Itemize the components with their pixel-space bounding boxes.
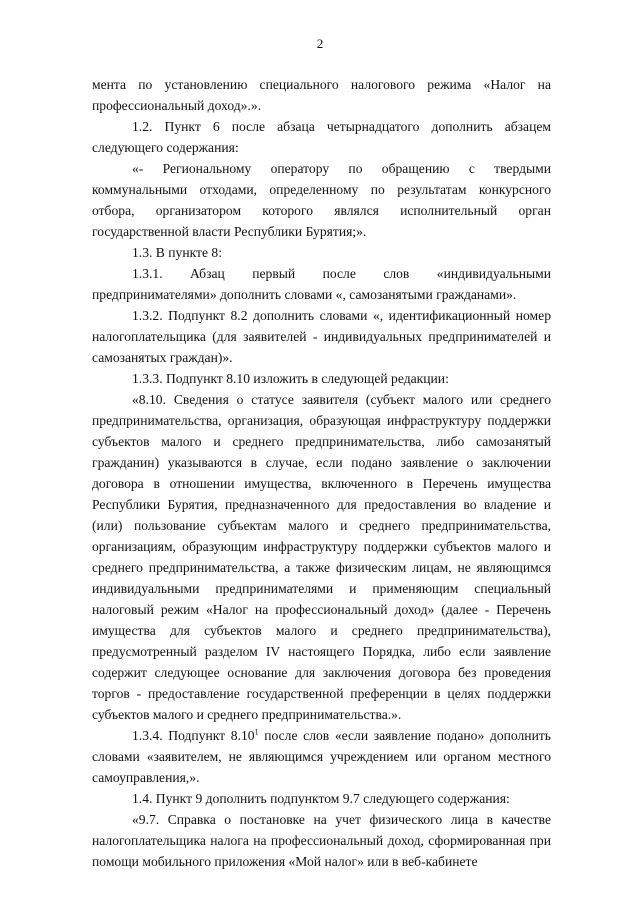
superscript-marker: 1 [254, 727, 259, 737]
paragraph-1-3-4-end: после слов «если заявление подано» дополнить словами «заявителем, не являющимся учреждением или органом местного самоуправления,». [92, 728, 551, 785]
paragraph-8-10-quote: «8.10. Сведения о статусе заявителя (субъект малого или среднего предпринимательства, организация, образующая инфраструктуру поддержки субъектов малого и среднего предпринимательства, либо самозанятый гражданин) указываются в случае, если подано заявление о заключении договора в отношении имущества, включенного в Перечень имущества Республики Бурятия, предназначенного для предоставления во владение и (или) пользование субъектам малого и среднего предпринимательства, организациям, образующим инфраструктуру поддержки субъектов малого и среднего предпринимательства, а также физическим лицам, не являющимся индивидуальными предпринимателями и применяющим специальный налоговый режим «Налог на профессиональный доход» (далее - Перечень имущества для субъектов малого и среднего предпринимательства), предусмотренный разделом IV настоящего Порядка, либо если заявление содержит следующее основание для заключения договора без проведения торгов - предоставление государственной преференции в целях поддержки субъектов малого и среднего предпринимательства.». [92, 392, 551, 722]
paragraph-1-2-quote: «- Региональному оператору по обращению с твердыми коммунальными отходами, определенному по результатам конкурсного отбора, организатором которого являлся исполнительный орган государственной власти Республики Бурятия;». [92, 161, 551, 239]
paragraph-1-3-1: 1.3.1. Абзац первый после слов «индивидуальными предпринимателями» дополнить словами «, самозанятыми гражданами». [92, 266, 551, 302]
paragraph-1-2: 1.2. Пункт 6 после абзаца четырнадцатого дополнить абзацем следующего содержания: [92, 119, 551, 155]
paragraph-1-4: 1.4. Пункт 9 дополнить подпунктом 9.7 следующего содержания: [132, 791, 510, 806]
paragraph-1-3-2: 1.3.2. Подпункт 8.2 дополнить словами «, идентификационный номер налогоплательщика (для заявителей - индивидуальных предпринимателей и самозанятых граждан)». [92, 308, 551, 365]
paragraph-1-3: 1.3. В пункте 8: [132, 245, 222, 260]
paragraph-1-3-3: 1.3.3. Подпункт 8.10 изложить в следующей редакции: [132, 371, 449, 386]
paragraph-1-3-4 [92, 725, 551, 788]
paragraph-1-3-4-start: 1.3.4. Подпункт 8.10 [132, 728, 255, 743]
paragraph-9-7-quote: «9.7. Справка о постановке на учет физического лица в качестве налогоплательщика налога на профессиональный доход, сформированная при помощи мобильного приложения «Мой налог» или в веб-кабинете [92, 812, 551, 869]
paragraph-continuation: мента по установлению специального налогового режима «Налог на профессиональный доход».». [92, 77, 551, 113]
document-body [92, 74, 551, 872]
page-number: 2 [316, 36, 324, 51]
